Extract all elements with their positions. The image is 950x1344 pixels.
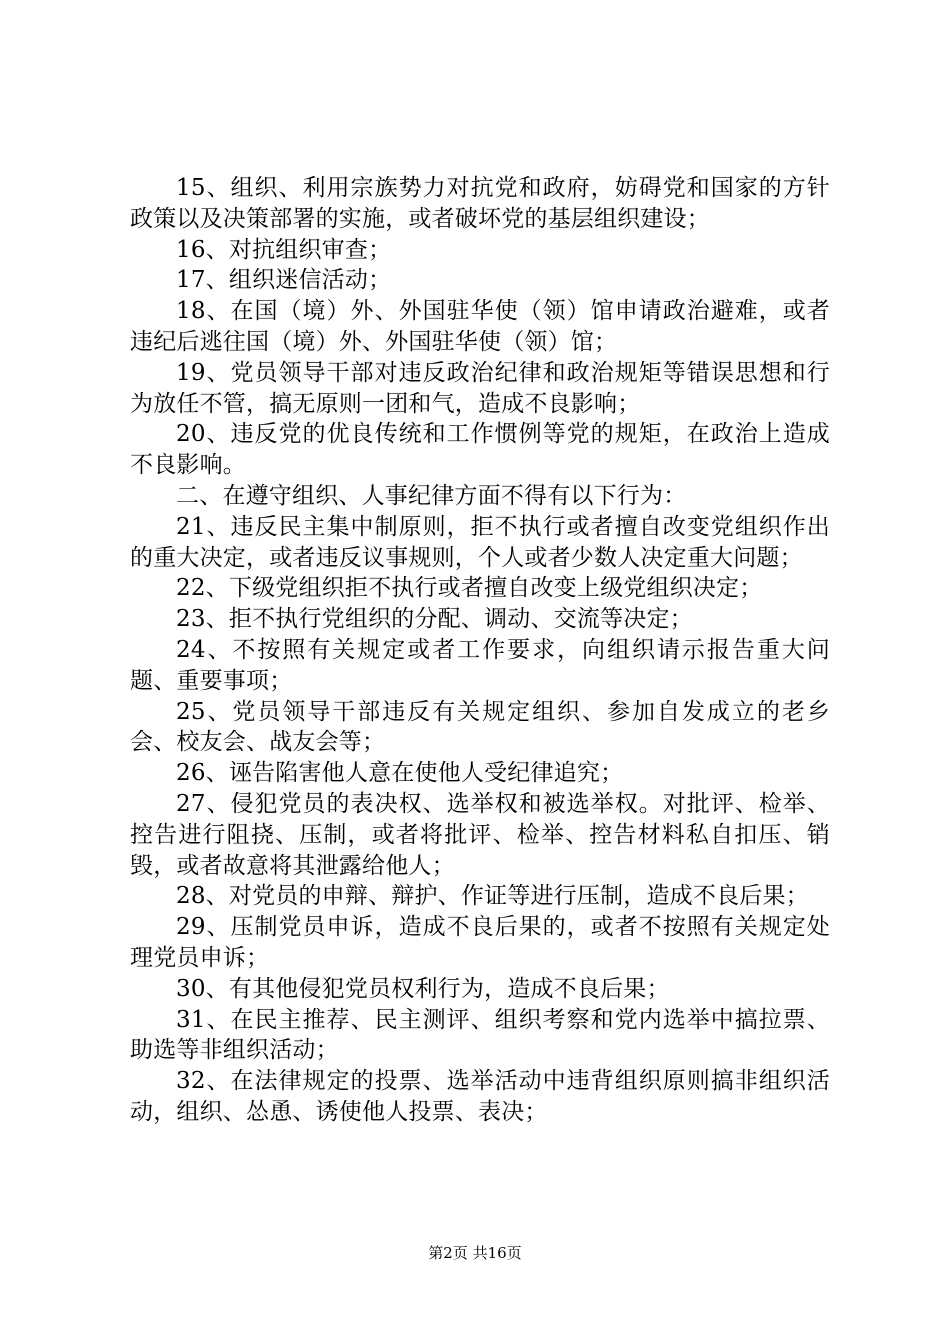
paragraph-16: 16、对抗组织审查； (176, 236, 392, 263)
paragraph-23: 23、拒不执行党组织的分配、调动、交流等决定； (176, 606, 693, 633)
section-heading-2: 二、在遵守组织、人事纪律方面不得有以下行为： (176, 482, 687, 509)
paragraph-27: 27、侵犯党员的表决权、选举权和被选举权。对批评、检举、控告进行阻挠、压制，或者将批评、检举、控告材料私自扣压、销毁，或者故意将其泄露给他人； (130, 790, 830, 879)
paragraph-17: 17、组织迷信活动； (176, 267, 392, 294)
paragraph-25: 25、党员领导干部违反有关规定组织、参加自发成立的老乡会、校友会、战友会等； (130, 698, 830, 756)
paragraph-22: 22、下级党组织拒不执行或者擅自改变上级党组织决定； (176, 575, 763, 602)
paragraph-24: 24、不按照有关规定或者工作要求，向组织请示报告重大问题、重要事项； (130, 636, 830, 694)
paragraph-15: 15、组织、利用宗族势力对抗党和政府，妨碍党和国家的方针政策以及决策部署的实施，或者破坏党的基层组织建设； (130, 175, 830, 232)
document-body (130, 173, 830, 1128)
paragraph-32: 32、在法律规定的投票、选举活动中违背组织原则搞非组织活动，组织、怂恿、诱使他人投票、表决； (130, 1068, 830, 1125)
paragraph-28: 28、对党员的申辩、辩护、作证等进行压制，造成不良后果； (176, 883, 809, 910)
paragraph-31: 31、在民主推荐、民主测评、组织考察和党内选举中搞拉票、助选等非组织活动； (130, 1006, 830, 1064)
paragraph-26: 26、诬告陷害他人意在使他人受纪律追究； (176, 760, 624, 787)
paragraph-19: 19、党员领导干部对违反政治纪律和政治规矩等错误思想和行为放任不管，搞无原则一团和气，造成不良影响； (130, 359, 830, 417)
paragraph-18: 18、在国（境）外、外国驻华使（领）馆申请政治避难，或者违纪后逃往国（境）外、外国驻华使（领）馆； (130, 298, 830, 355)
paragraph-29: 29、压制党员申诉，造成不良后果的，或者不按照有关规定处理党员申诉； (130, 914, 830, 971)
page-number-footer: 第2页 共16页 (428, 1244, 522, 1262)
paragraph-21: 21、违反民主集中制原则，拒不执行或者擅自改变党组织作出的重大决定，或者违反议事规则，个人或者少数人决定重大问题； (130, 513, 830, 571)
paragraph-30: 30、有其他侵犯党员权利行为，造成不良后果； (176, 975, 670, 1002)
paragraph-20: 20、违反党的优良传统和工作惯例等党的规矩，在政治上造成不良影响。 (130, 421, 830, 479)
